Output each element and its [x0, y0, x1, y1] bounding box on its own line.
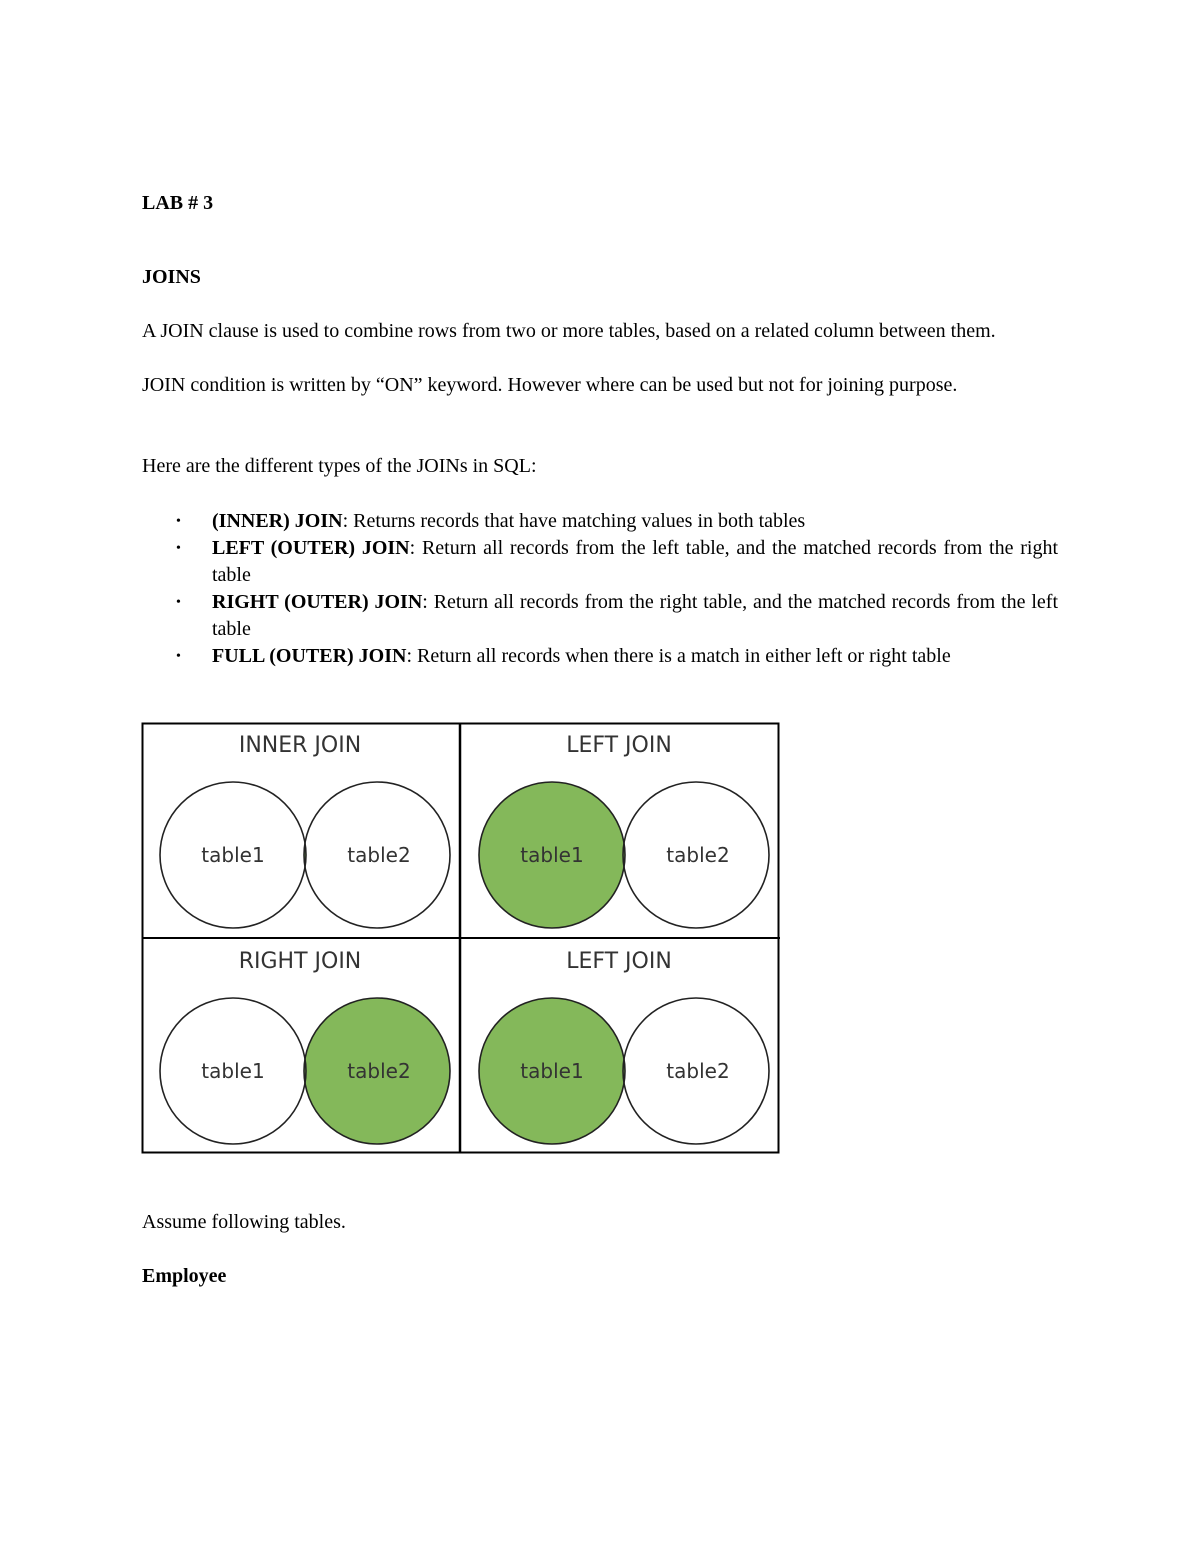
join-desc: : Return all records from the right table, and the matched records from the left table: [212, 591, 1059, 640]
list-item-full-join: [142, 643, 1058, 670]
join-desc: : Return all records from the left table, and the matched records from the right table: [212, 537, 1058, 586]
venn-panel-title: LEFT JOIN: [566, 949, 672, 974]
assume-text: Assume following tables.: [142, 1211, 346, 1233]
right-table-label: table2: [347, 843, 411, 867]
venn-panel-3: [160, 949, 450, 1144]
join-term: RIGHT (OUTER) JOIN: [212, 591, 423, 613]
bullet-icon: •: [176, 541, 181, 556]
bullet-icon: •: [176, 595, 181, 610]
section-title: JOINS: [142, 266, 201, 288]
left-table-label: table1: [201, 1059, 265, 1083]
bullet-icon: •: [176, 514, 181, 529]
employee-heading: Employee: [142, 1265, 227, 1287]
join-term: (INNER) JOIN: [212, 510, 343, 532]
join-types-list: [142, 508, 1058, 670]
join-term: FULL (OUTER) JOIN: [212, 645, 407, 667]
right-table-label: table2: [666, 1059, 730, 1083]
left-table-label: table1: [520, 843, 584, 867]
join-desc: : Return all records when there is a match in either left or right table: [406, 645, 951, 667]
venn-panel-title: INNER JOIN: [238, 733, 362, 758]
right-table-label: table2: [347, 1059, 411, 1083]
list-item-right-join: [142, 589, 1058, 643]
venn-panel-1: [160, 733, 450, 928]
list-item-left-join: [142, 535, 1058, 589]
left-table-label: table1: [201, 843, 265, 867]
bullet-icon: •: [176, 649, 181, 664]
venn-panel-2: [479, 733, 769, 928]
join-venn-diagram: [141, 722, 781, 1154]
right-table-label: table2: [666, 843, 730, 867]
join-term: LEFT (OUTER) JOIN: [212, 537, 410, 559]
venn-panel-title: LEFT JOIN: [566, 733, 672, 758]
venn-panel-title: RIGHT JOIN: [238, 949, 362, 974]
intro-paragraph-1: A JOIN clause is used to combine rows from two or more tables, based on a related column between them.: [142, 320, 996, 342]
venn-panel-4: [479, 949, 769, 1144]
types-intro: Here are the different types of the JOINs in SQL:: [142, 455, 537, 477]
lab-heading: LAB # 3: [142, 192, 214, 214]
intro-paragraph-2: JOIN condition is written by “ON” keyword. However where can be used but not for joining purpose.: [142, 374, 958, 396]
left-table-label: table1: [520, 1059, 584, 1083]
join-desc: : Returns records that have matching values in both tables: [342, 510, 806, 532]
list-item-inner-join: [142, 508, 1058, 535]
